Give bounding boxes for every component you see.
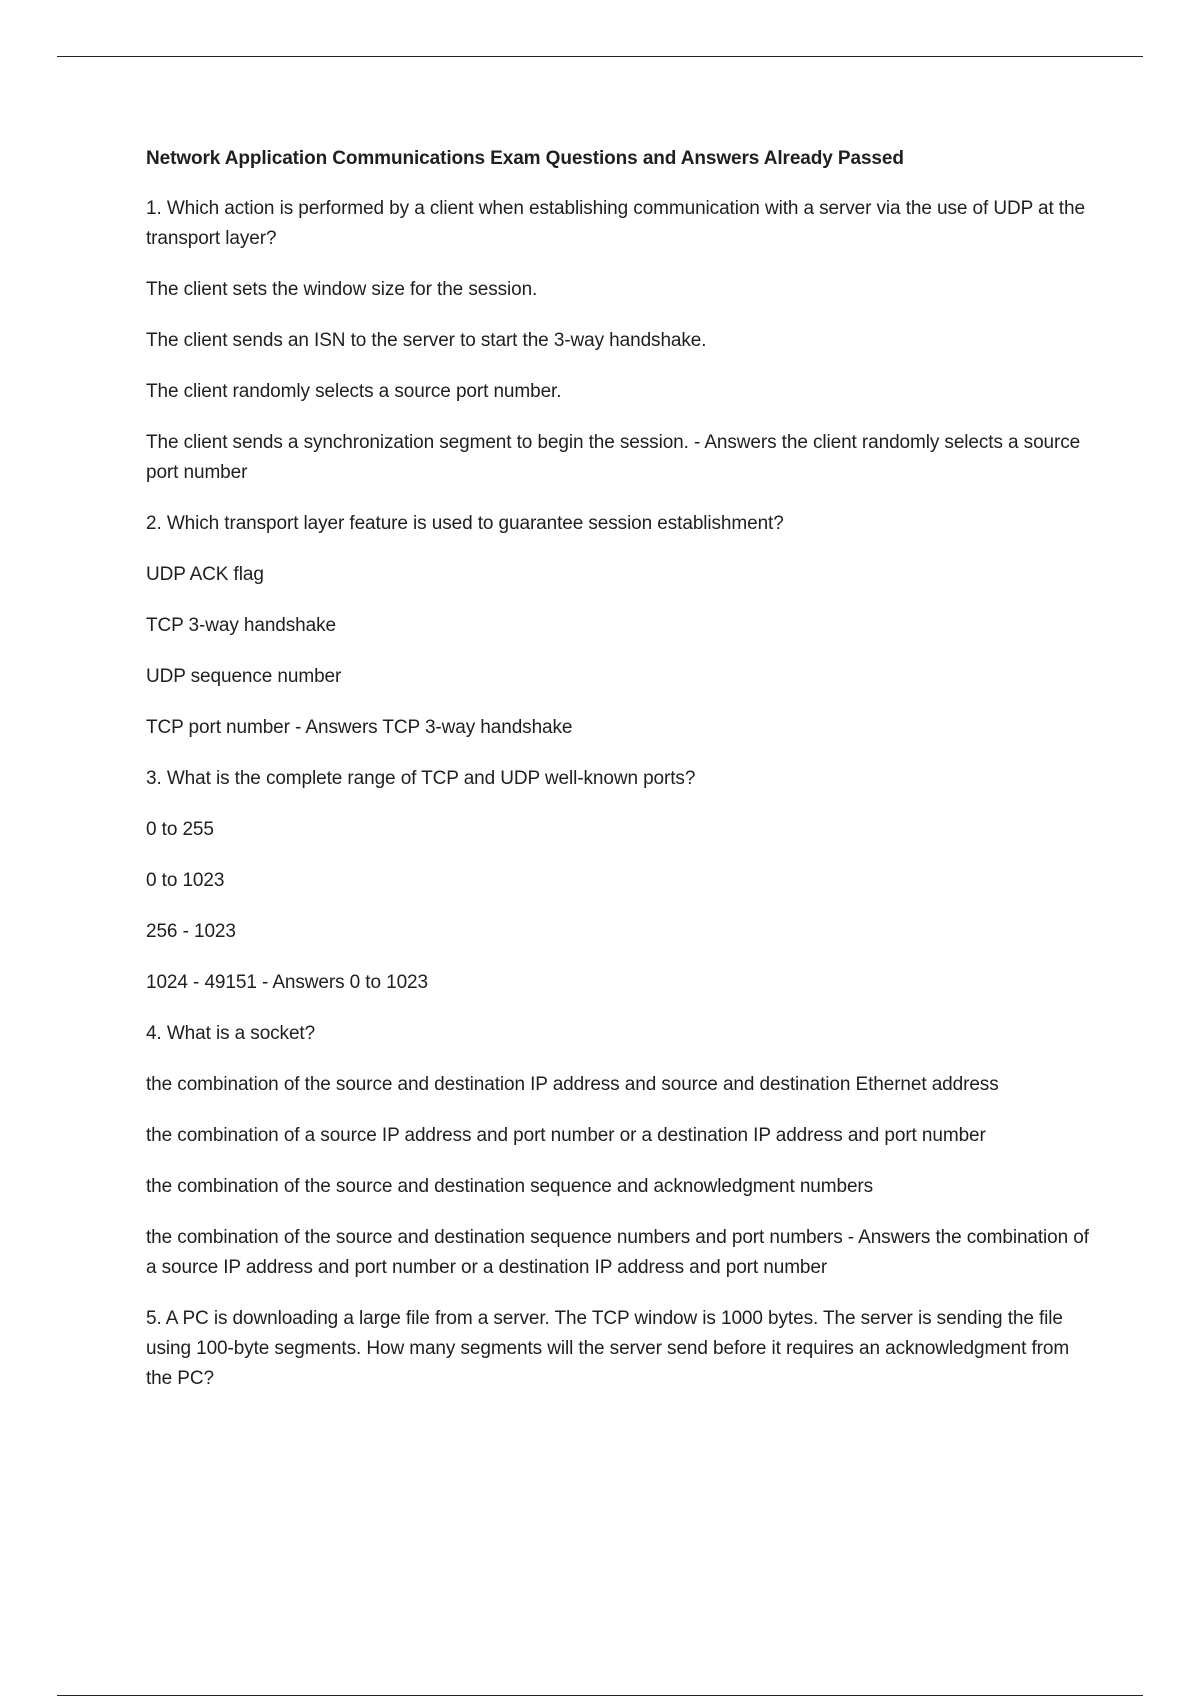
question-1-option-a: The client sets the window size for the session. bbox=[146, 279, 538, 300]
document-title: Network Application Communications Exam Questions and Answers Already Passed bbox=[146, 148, 904, 169]
question-4-option-c: the combination of the source and destination sequence and acknowledgment numbers bbox=[146, 1176, 874, 1197]
question-1: 1. Which action is performed by a client when establishing communication with a server via the use of UDP at the transport layer? bbox=[146, 198, 1085, 249]
question-5: 5. A PC is downloading a large file from a server. The TCP window is 1000 bytes. The server is sending the file using 100-byte segments. How many segments will the server send before it requires an acknowledgment from the PC? bbox=[146, 1308, 1070, 1389]
document-body bbox=[146, 146, 1096, 1415]
question-1-option-c: The client randomly selects a source port number. bbox=[146, 381, 562, 402]
question-3-option-c: 256 - 1023 bbox=[146, 921, 236, 942]
bottom-divider bbox=[57, 1695, 1143, 1696]
top-divider bbox=[57, 56, 1143, 57]
question-2-option-c: UDP sequence number bbox=[146, 666, 342, 687]
question-3-option-a: 0 to 255 bbox=[146, 819, 214, 840]
question-4: 4. What is a socket? bbox=[146, 1023, 316, 1044]
question-4-option-a: the combination of the source and destination IP address and source and destination Ethernet address bbox=[146, 1074, 999, 1095]
question-2: 2. Which transport layer feature is used to guarantee session establishment? bbox=[146, 513, 784, 534]
question-3: 3. What is the complete range of TCP and UDP well-known ports? bbox=[146, 768, 696, 789]
question-3-option-b: 0 to 1023 bbox=[146, 870, 225, 891]
question-1-option-b: The client sends an ISN to the server to start the 3-way handshake. bbox=[146, 330, 707, 351]
question-4-option-d-answer: the combination of the source and destination sequence numbers and port numbers - Answers the combination of a source IP address and port number or a destination IP address and port number bbox=[146, 1227, 1089, 1278]
question-1-option-d-answer: The client sends a synchronization segment to begin the session. - Answers the client randomly selects a source port number bbox=[146, 432, 1081, 483]
question-3-option-d-answer: 1024 - 49151 - Answers 0 to 1023 bbox=[146, 972, 428, 993]
question-2-option-d-answer: TCP port number - Answers TCP 3-way handshake bbox=[146, 717, 573, 738]
question-2-option-b: TCP 3-way handshake bbox=[146, 615, 336, 636]
question-4-option-b: the combination of a source IP address and port number or a destination IP address and port number bbox=[146, 1125, 986, 1146]
question-2-option-a: UDP ACK flag bbox=[146, 564, 264, 585]
